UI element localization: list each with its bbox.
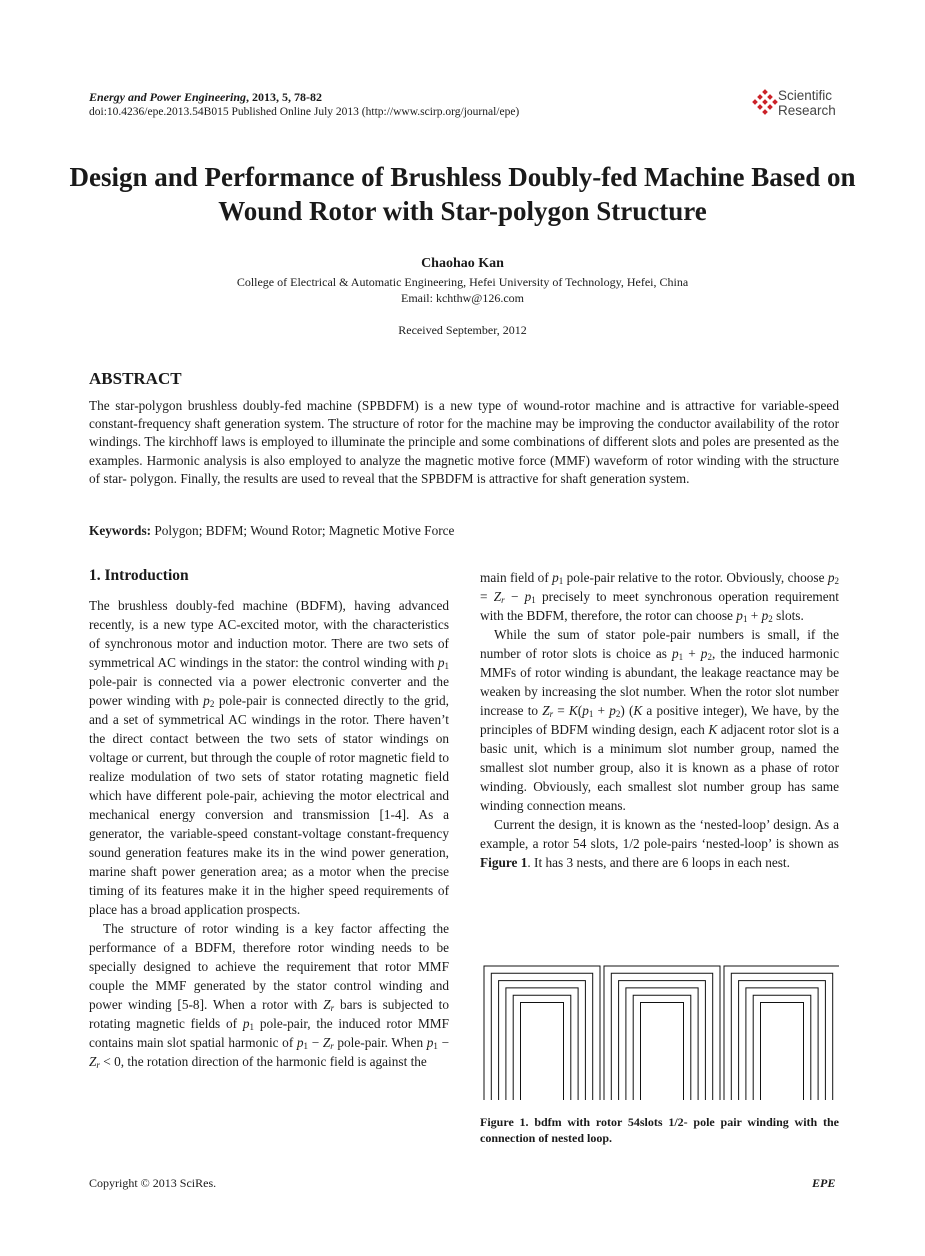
paragraph: The structure of rotor winding is a key factor affecting the performance of a BDFM, therefore rotor winding needs to be specially designed to achieve the requirement that rotor MMF couple the MMF generated by the stator control winding and power winding [5-8]. When a rotor with $Z_r$ bars is subjected to rotating magnetic fields of $p_1$ pole-pair, the induced rotor MMF contains main slot spatial harmonic of $p_1 - Z_r$ pole-pair. When $p_1 - Z_r < 0$, the rotation direction of the harmonic field is against the — [89, 921, 450, 1070]
nest-1-loop-6 — [521, 1003, 564, 1101]
journal-citation — [89, 90, 322, 105]
nest-3-loop-6 — [761, 1003, 804, 1101]
received-date: Received September, 2012 — [398, 323, 527, 337]
paragraph: While the sum of stator pole-pair numbers is small, if the number of rotor slots is choice as $p_1 + p_2$, the induced harmonic MMFs of rotor winding is abundant, the leakage reactance may be weaken by increasing the slot number. When the rotor slot number increase to $Z_r = K(p_1 + p_2)$ (K a positive integer), We have, by the principles of BDFM winding design, each K adjacent rotor slot is a basic unit, which is a minimum slot number group, named the smallest slot number group, also it is known as a phase of rotor winding. Obviously, each smallest slot number group has same winding connection means. — [480, 627, 840, 813]
nest-3-loop-4 — [746, 988, 818, 1100]
nest-3-loop-5 — [753, 995, 811, 1100]
nested-loop-winding-diagram — [483, 964, 839, 1102]
nest-3-loop-3 — [739, 981, 826, 1100]
nest-2-loop-4 — [626, 988, 698, 1100]
nest-1-loop-5 — [513, 995, 571, 1100]
logo-text: Scientific Research — [778, 88, 836, 118]
scientific-research-logo — [752, 88, 847, 122]
figure-caption: Figure 1. bdfm with rotor 54slots 1/2- pole pair winding with the connection of nested loop. — [480, 1115, 839, 1145]
author-affiliation: College of Electrical & Automatic Engineering, Hefei University of Technology, Hefei, China — [236, 275, 689, 289]
right-column — [480, 568, 839, 872]
paragraph: Current the design, it is known as the ‘nested-loop’ design. As a example, a rotor 54 slots, 1/2 pole-pairs ‘nested-loop’ is shown as Figure 1. It has 3 nests, and there are 6 loops in each nest. — [480, 817, 839, 870]
left-column — [89, 596, 449, 1071]
paragraph: main field of $p_1$ pole-pair relative to the rotor. Obviously, choose $p_2 = Z_r - p_1$ precisely to meet synchronous operation requirement with the BDFM, therefore, the rotor can choose $p_1 + p_2$ slots. — [480, 570, 840, 624]
nest-1-loop-1 — [484, 966, 600, 1100]
keywords: Keywords: Polygon; BDFM; Wound Rotor; Magnetic Motive Force — [89, 523, 455, 538]
nest-1-loop-4 — [506, 988, 578, 1100]
doi-line: doi:10.4236/epe.2013.54B015 Published Online July 2013 (http://www.scirp.org/journal/epe) — [89, 106, 520, 118]
footer-copyright: Copyright © 2013 SciRes. — [89, 1176, 217, 1190]
journal-volume: , 2013, 5, 78-82 — [246, 90, 323, 104]
nest-1-loop-2 — [491, 973, 592, 1100]
nest-3-loop-1 — [724, 966, 839, 1100]
paragraph: The brushless doubly-fed machine (BDFM), having advanced recently, is a new type AC-excited motor, with the characteristics of synchronous motor and induction motor. There are two sets of symmetrical AC windings in the stator: the control winding with $p_1$ pole-pair is connected via a power electronic converter and the power winding with $p_2$ pole-pair is connected directly to the grid, and a set of symmetrical AC windings in the rotor. There haven’t the direct contact between the two sets of stator windings on voltage or current, but through the couple of rotor magnetic field to realize modulation of two sets of stator rotating magnetic field which have different pole-pair, achieving the motor electrical and mechanical energy conversion and transmission [1-4]. As a generator, the variable-speed constant-voltage constant-frequency sound generation features make its in the wind power generation, marine shaft power generation area; as a motor when the precise timing of its features make it in the higher speed requirements of place has a broad application prospects. — [89, 598, 450, 917]
nest-2-loop-6 — [641, 1003, 684, 1101]
section-heading: 1. Introduction — [89, 567, 189, 584]
abstract-heading: ABSTRACT — [89, 369, 182, 388]
nest-2-loop-1 — [604, 966, 720, 1100]
nest-2-loop-2 — [611, 973, 712, 1100]
logo-diamond-icon — [752, 88, 778, 122]
footer-journal: EPE — [812, 1176, 836, 1190]
nest-2-loop-3 — [619, 981, 706, 1100]
abstract-body: The star-polygon brushless doubly-fed machine (SPBDFM) is a new type of wound-rotor machine and is attractive for variable-speed constant-frequency shaft generation system. The structure of rotor for the machine may be improving the conductor availability of the rotor windings. The kirchhoff laws is employed to illuminate the principle and some combinations of different slots and poles are presented as the examples. Harmonic analysis is also employed to analyze the magnetic motive force (MMF) waveform of rotor winding with the structure of star- polygon. Finally, the results are used to reveal that the SPBDFM is attractive for shaft generation system. — [89, 398, 839, 486]
author-name: Chaohao Kan — [421, 256, 504, 271]
nest-2-loop-5 — [633, 995, 691, 1100]
nest-3-loop-2 — [731, 973, 832, 1100]
nest-1-loop-3 — [499, 981, 586, 1100]
paper-title: Design and Performance of Brushless Doubly-fed Machine Based on Wound Rotor with Star-polygon Structure — [69, 162, 856, 226]
author-email: Email: kchthw@126.com — [400, 291, 525, 305]
journal-name: Energy and Power Engineering — [89, 90, 247, 104]
